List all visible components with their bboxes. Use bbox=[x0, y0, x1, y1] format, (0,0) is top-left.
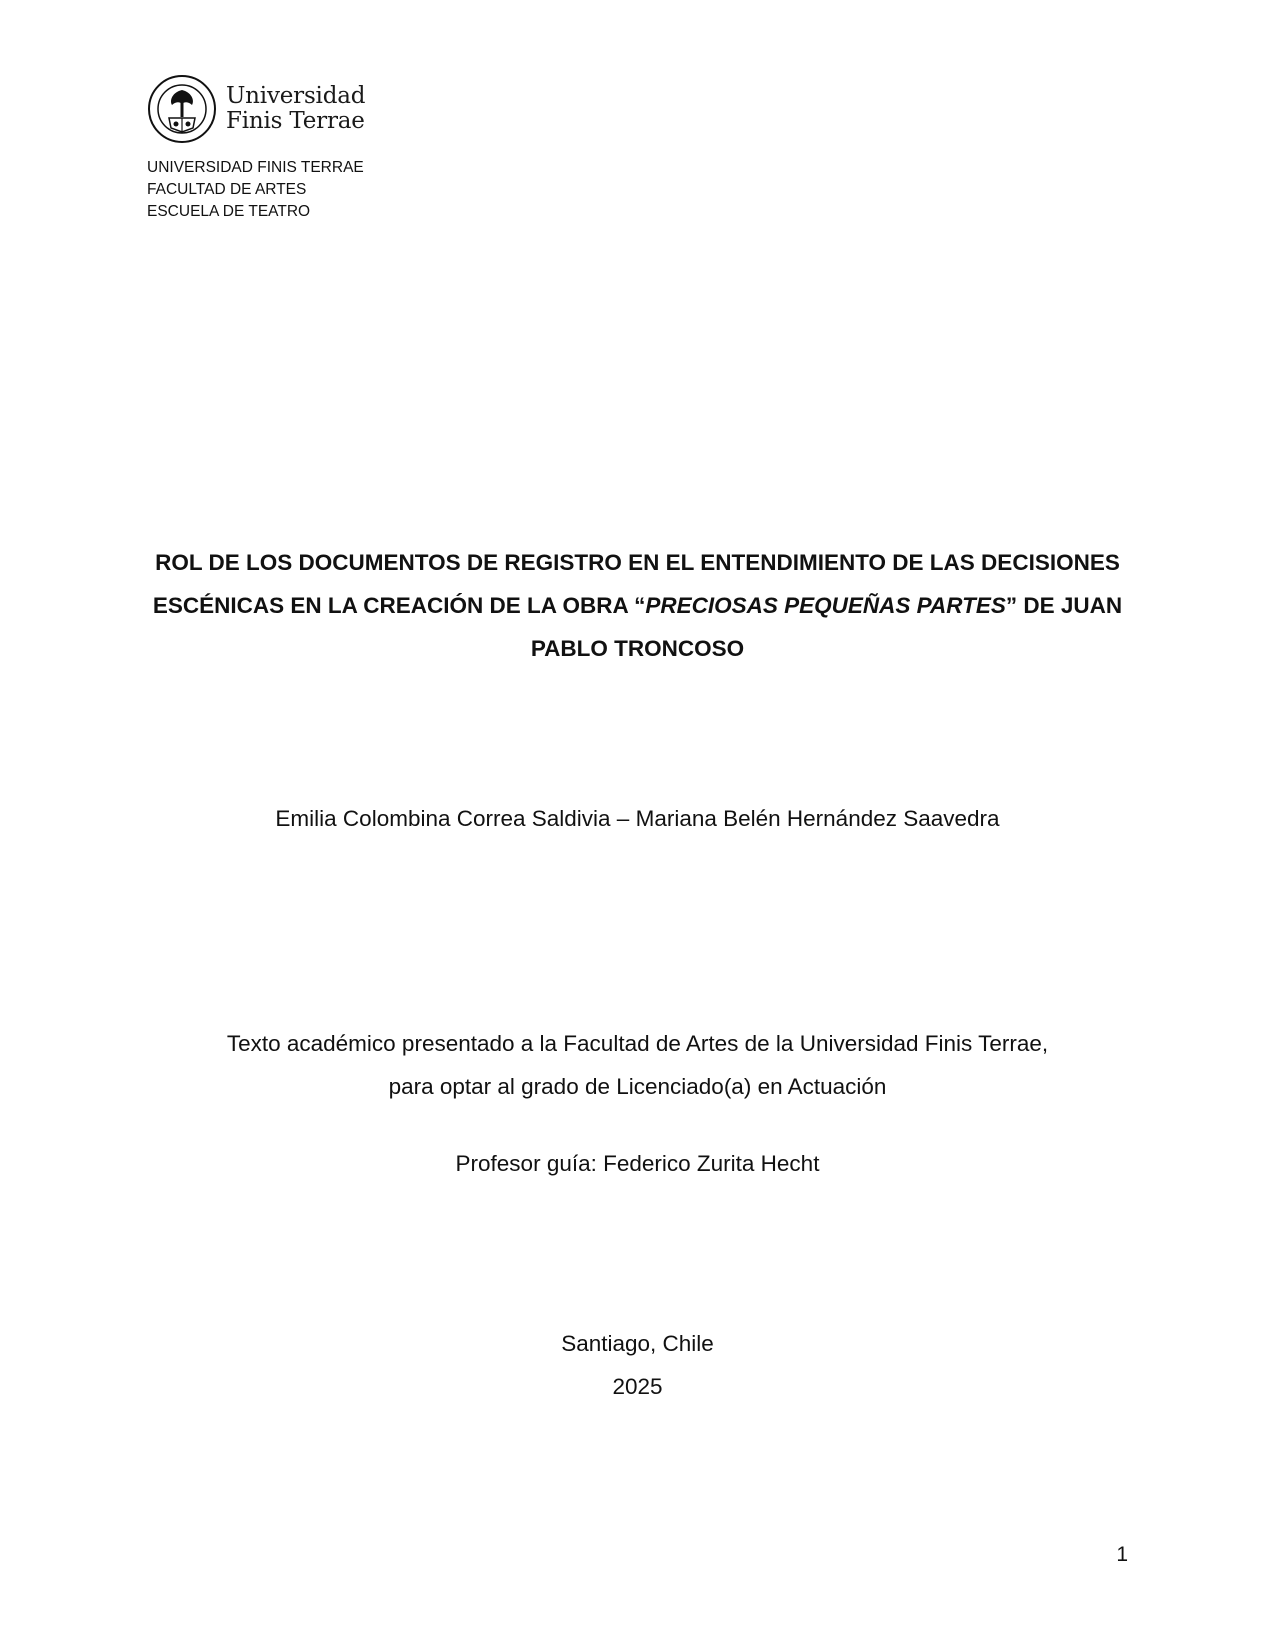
document-title bbox=[120, 541, 1155, 670]
wordmark-line1: Universidad bbox=[226, 83, 366, 109]
year: 2025 bbox=[612, 1374, 663, 1399]
school-name: ESCUELA DE TEATRO bbox=[147, 203, 311, 220]
presentation-statement bbox=[0, 1022, 1275, 1108]
university-logo bbox=[147, 74, 377, 146]
advisor: Profesor guía: Federico Zurita Hecht bbox=[455, 1151, 820, 1176]
place-and-year bbox=[0, 1322, 1275, 1408]
title-part2: ” DE JUAN PABLO TRONCOSO bbox=[530, 593, 1123, 661]
page-number: 1 bbox=[1116, 1543, 1128, 1566]
university-wordmark bbox=[226, 84, 365, 134]
university-seal-icon bbox=[147, 74, 217, 144]
work-title: PRECIOSAS PEQUEÑAS PARTES bbox=[645, 593, 1006, 618]
presentation-line2: para optar al grado de Licenciado(a) en Actuación bbox=[388, 1074, 887, 1099]
place: Santiago, Chile bbox=[561, 1331, 714, 1356]
title-part1: ROL DE LOS DOCUMENTOS DE REGISTRO EN EL ENTENDIMIENTO DE LAS DECISIONES ESCÉNICAS EN LA CREACIÓN DE LA OBRA “ bbox=[152, 550, 1120, 618]
presentation-line1: Texto académico presentado a la Facultad de Artes de la Universidad Finis Terrae, bbox=[226, 1031, 1049, 1056]
faculty-name: FACULTAD DE ARTES bbox=[147, 181, 307, 198]
wordmark-line2: Finis Terrae bbox=[226, 108, 365, 134]
authors: Emilia Colombina Correa Saldivia – Mariana Belén Hernández Saavedra bbox=[275, 806, 1000, 831]
university-name: UNIVERSIDAD FINIS TERRAE bbox=[147, 159, 364, 176]
institution-header bbox=[147, 157, 364, 223]
